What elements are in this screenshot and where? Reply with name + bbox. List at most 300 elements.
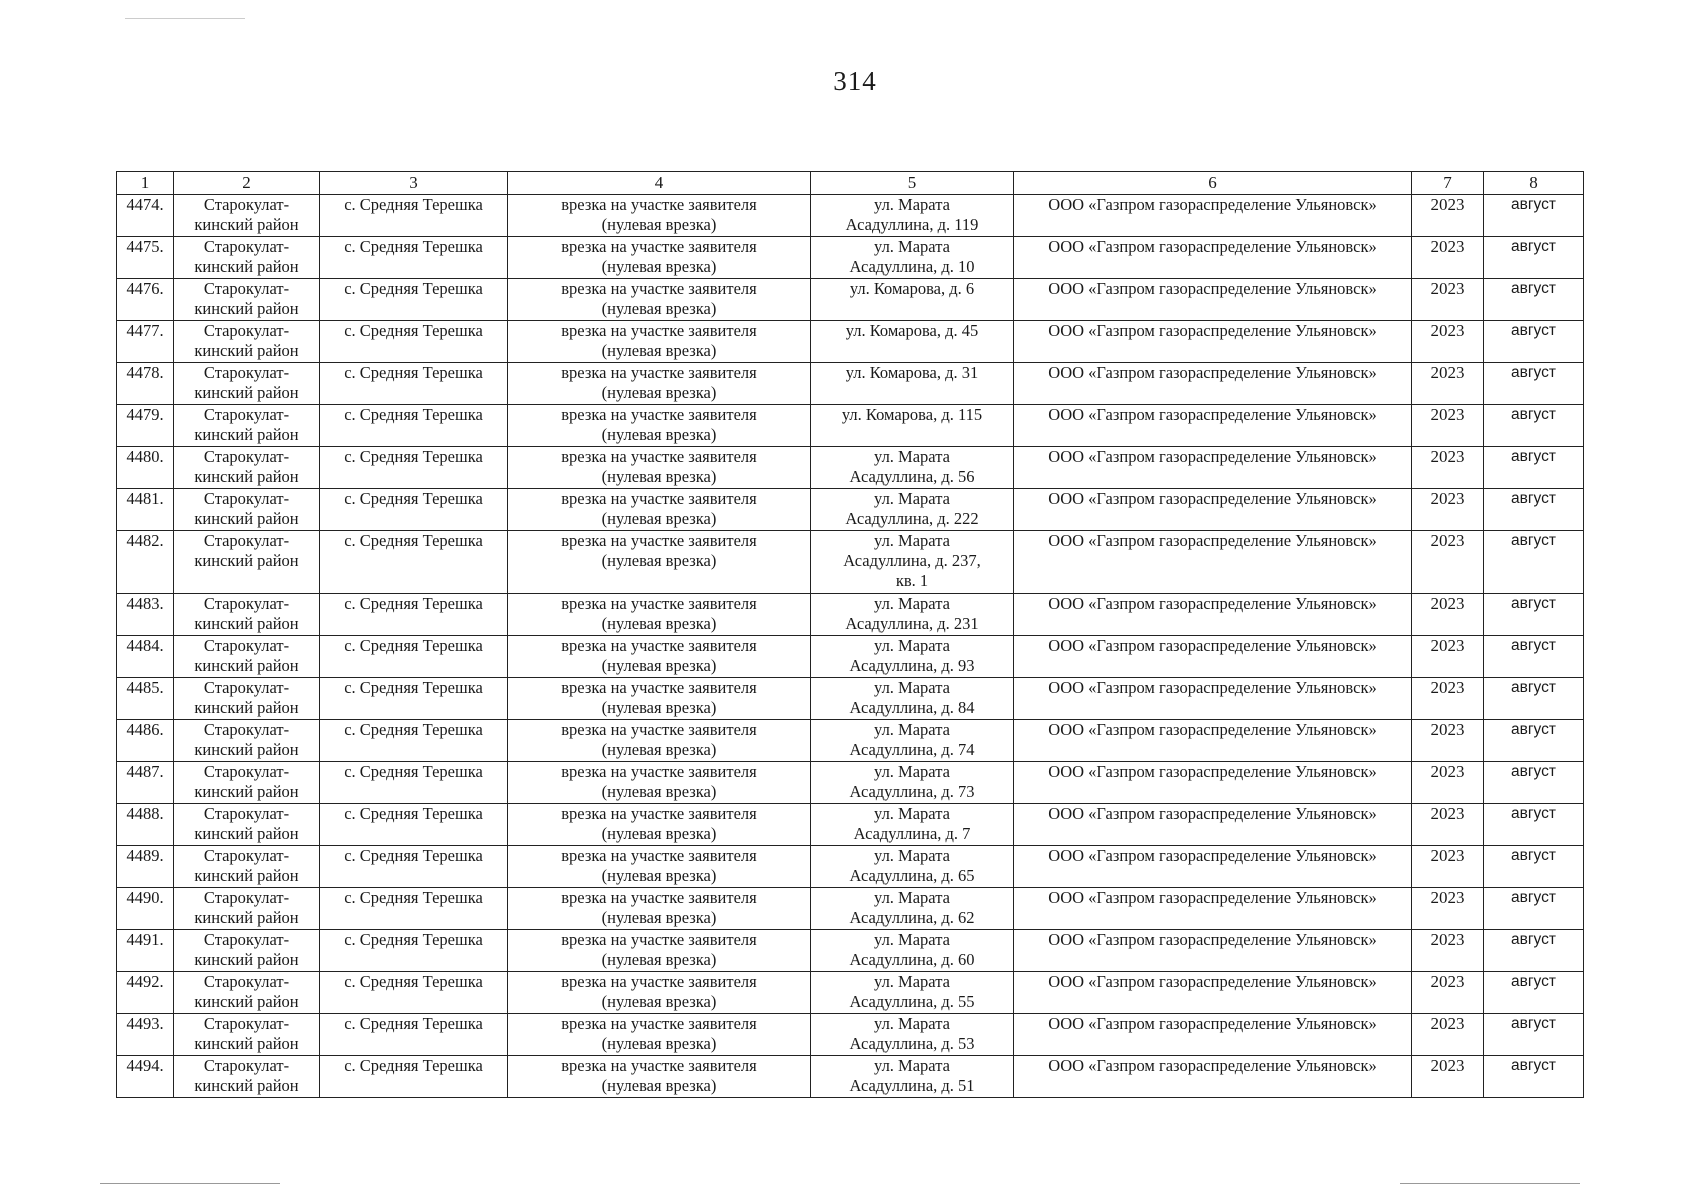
address-cell-line: Асадуллина, д. 74 xyxy=(849,740,975,759)
address-cell xyxy=(811,1014,1014,1056)
organization-cell xyxy=(1014,636,1412,678)
connection-type-cell-line: врезка на участке заявителя xyxy=(561,279,757,298)
district-cell xyxy=(174,1056,320,1098)
connection-type-cell xyxy=(508,363,811,405)
connection-type-cell-line: врезка на участке заявителя xyxy=(561,846,757,865)
settlement-cell-line: с. Средняя Терешка xyxy=(344,1056,483,1075)
organization-cell xyxy=(1014,594,1412,636)
year-cell xyxy=(1412,594,1484,636)
table-row xyxy=(117,237,1584,279)
organization-cell-line: ООО «Газпром газораспределение Ульяновск» xyxy=(1048,447,1377,466)
month-cell-line: август xyxy=(1511,364,1556,381)
year-cell xyxy=(1412,447,1484,489)
table-row xyxy=(117,762,1584,804)
settlement-cell xyxy=(320,489,508,531)
organization-cell xyxy=(1014,237,1412,279)
organization-cell-line: ООО «Газпром газораспределение Ульяновск» xyxy=(1048,405,1377,424)
connection-type-cell-line: врезка на участке заявителя xyxy=(561,804,757,823)
month-cell xyxy=(1484,762,1584,804)
settlement-cell-line: с. Средняя Терешка xyxy=(344,531,483,550)
district-cell xyxy=(174,678,320,720)
connection-type-cell xyxy=(508,279,811,321)
connection-type-cell xyxy=(508,1014,811,1056)
month-cell-line: август xyxy=(1511,805,1556,822)
column-header: 8 xyxy=(1484,172,1584,195)
connection-type-cell xyxy=(508,447,811,489)
address-cell-line: Асадуллина, д. 73 xyxy=(849,782,975,801)
address-cell xyxy=(811,195,1014,237)
address-cell-line: ул. Марата xyxy=(874,846,950,865)
row-number-line: 4492. xyxy=(126,972,164,991)
address-cell-line: Асадуллина, д. 51 xyxy=(849,1076,975,1095)
address-cell xyxy=(811,489,1014,531)
organization-cell xyxy=(1014,972,1412,1014)
settlement-cell-line: с. Средняя Терешка xyxy=(344,762,483,781)
organization-cell-line: ООО «Газпром газораспределение Ульяновск» xyxy=(1048,363,1377,382)
connection-type-cell-line: (нулевая врезка) xyxy=(601,656,717,675)
address-cell-line: кв. 1 xyxy=(895,571,929,590)
row-number xyxy=(117,972,174,1014)
connection-type-cell-line: (нулевая врезка) xyxy=(601,215,717,234)
district-cell-line: Старокулат- xyxy=(203,237,290,256)
address-cell xyxy=(811,363,1014,405)
connection-type-cell-line: (нулевая врезка) xyxy=(601,425,717,444)
district-cell-line: кинский район xyxy=(194,866,299,885)
settlement-cell xyxy=(320,279,508,321)
address-cell-line: ул. Марата xyxy=(874,1056,950,1075)
connection-type-cell xyxy=(508,405,811,447)
settlement-cell-line: с. Средняя Терешка xyxy=(344,678,483,697)
table-body xyxy=(117,195,1584,1098)
organization-cell xyxy=(1014,447,1412,489)
district-cell xyxy=(174,846,320,888)
table-row xyxy=(117,636,1584,678)
year-cell-line: 2023 xyxy=(1430,279,1465,298)
address-cell-line: Асадуллина, д. 62 xyxy=(849,908,975,927)
district-cell-line: Старокулат- xyxy=(203,321,290,340)
row-number xyxy=(117,237,174,279)
settlement-cell xyxy=(320,531,508,594)
organization-cell-line: ООО «Газпром газораспределение Ульяновск» xyxy=(1048,1014,1377,1033)
address-cell-line: ул. Марата xyxy=(874,678,950,697)
connection-type-cell-line: (нулевая врезка) xyxy=(601,1034,717,1053)
district-cell-line: Старокулат- xyxy=(203,762,290,781)
district-cell-line: Старокулат- xyxy=(203,720,290,739)
district-cell-line: Старокулат- xyxy=(203,405,290,424)
connection-type-cell xyxy=(508,594,811,636)
address-cell-line: Асадуллина, д. 84 xyxy=(849,698,975,717)
organization-cell xyxy=(1014,363,1412,405)
address-cell-line: ул. Марата xyxy=(874,762,950,781)
connection-type-cell xyxy=(508,237,811,279)
row-number xyxy=(117,279,174,321)
address-cell-line: ул. Марата xyxy=(874,804,950,823)
year-cell xyxy=(1412,678,1484,720)
year-cell-line: 2023 xyxy=(1430,321,1465,340)
district-cell xyxy=(174,594,320,636)
connection-type-cell-line: (нулевая врезка) xyxy=(601,824,717,843)
row-number xyxy=(117,762,174,804)
row-number-line: 4481. xyxy=(126,489,164,508)
settlement-cell-line: с. Средняя Терешка xyxy=(344,972,483,991)
row-number-line: 4490. xyxy=(126,888,164,907)
organization-cell-line: ООО «Газпром газораспределение Ульяновск» xyxy=(1048,489,1377,508)
year-cell-line: 2023 xyxy=(1430,1014,1465,1033)
connection-type-cell-line: врезка на участке заявителя xyxy=(561,195,757,214)
row-number-line: 4491. xyxy=(126,930,164,949)
organization-cell-line: ООО «Газпром газораспределение Ульяновск» xyxy=(1048,972,1377,991)
row-number-line: 4493. xyxy=(126,1014,164,1033)
scan-artifact xyxy=(125,18,245,19)
month-cell xyxy=(1484,636,1584,678)
district-cell xyxy=(174,489,320,531)
address-cell xyxy=(811,321,1014,363)
address-cell-line: ул. Марата xyxy=(874,930,950,949)
connection-type-cell-line: врезка на участке заявителя xyxy=(561,720,757,739)
year-cell xyxy=(1412,237,1484,279)
month-cell-line: август xyxy=(1511,595,1556,612)
month-cell-line: август xyxy=(1511,322,1556,339)
settlement-cell-line: с. Средняя Терешка xyxy=(344,888,483,907)
connection-type-cell-line: (нулевая врезка) xyxy=(601,257,717,276)
column-number-row xyxy=(117,172,1584,195)
settlement-cell xyxy=(320,636,508,678)
connection-type-cell-line: (нулевая врезка) xyxy=(601,908,717,927)
row-number xyxy=(117,594,174,636)
district-cell xyxy=(174,1014,320,1056)
address-cell-line: ул. Комарова, д. 45 xyxy=(845,321,979,340)
row-number xyxy=(117,930,174,972)
settlement-cell xyxy=(320,363,508,405)
settlement-cell xyxy=(320,930,508,972)
month-cell xyxy=(1484,804,1584,846)
connection-type-cell-line: врезка на участке заявителя xyxy=(561,678,757,697)
month-cell-line: август xyxy=(1511,679,1556,696)
organization-cell xyxy=(1014,762,1412,804)
month-cell-line: август xyxy=(1511,637,1556,654)
district-cell-line: Старокулат- xyxy=(203,636,290,655)
row-number-line: 4475. xyxy=(126,237,164,256)
year-cell xyxy=(1412,930,1484,972)
settlement-cell-line: с. Средняя Терешка xyxy=(344,405,483,424)
district-cell-line: Старокулат- xyxy=(203,678,290,697)
year-cell xyxy=(1412,762,1484,804)
organization-cell xyxy=(1014,678,1412,720)
connection-type-cell xyxy=(508,531,811,594)
month-cell-line: август xyxy=(1511,763,1556,780)
month-cell-line: август xyxy=(1511,532,1556,549)
organization-cell-line: ООО «Газпром газораспределение Ульяновск» xyxy=(1048,279,1377,298)
row-number xyxy=(117,363,174,405)
settlement-cell-line: с. Средняя Терешка xyxy=(344,237,483,256)
address-cell-line: ул. Марата xyxy=(874,489,950,508)
table-row xyxy=(117,321,1584,363)
year-cell-line: 2023 xyxy=(1430,237,1465,256)
organization-cell-line: ООО «Газпром газораспределение Ульяновск» xyxy=(1048,531,1377,550)
row-number-line: 4485. xyxy=(126,678,164,697)
row-number-line: 4474. xyxy=(126,195,164,214)
connection-type-cell-line: (нулевая врезка) xyxy=(601,740,717,759)
connection-type-cell xyxy=(508,720,811,762)
connection-type-cell-line: (нулевая врезка) xyxy=(601,698,717,717)
year-cell xyxy=(1412,1014,1484,1056)
year-cell xyxy=(1412,195,1484,237)
table-row xyxy=(117,363,1584,405)
district-cell xyxy=(174,363,320,405)
row-number-line: 4479. xyxy=(126,405,164,424)
connection-type-cell xyxy=(508,804,811,846)
table-row xyxy=(117,195,1584,237)
district-cell-line: кинский район xyxy=(194,824,299,843)
settlement-cell xyxy=(320,321,508,363)
connection-type-cell xyxy=(508,636,811,678)
organization-cell xyxy=(1014,1056,1412,1098)
connection-type-cell-line: (нулевая врезка) xyxy=(601,950,717,969)
connection-type-cell-line: (нулевая врезка) xyxy=(601,299,717,318)
district-cell-line: кинский район xyxy=(194,215,299,234)
address-cell-line: ул. Марата xyxy=(874,720,950,739)
connection-type-cell-line: врезка на участке заявителя xyxy=(561,930,757,949)
year-cell xyxy=(1412,1056,1484,1098)
year-cell xyxy=(1412,846,1484,888)
connection-type-cell-line: врезка на участке заявителя xyxy=(561,594,757,613)
address-cell-line: Асадуллина, д. 231 xyxy=(845,614,979,633)
district-cell-line: кинский район xyxy=(194,614,299,633)
district-cell-line: кинский район xyxy=(194,908,299,927)
row-number xyxy=(117,804,174,846)
address-cell-line: Асадуллина, д. 93 xyxy=(849,656,975,675)
settlement-cell xyxy=(320,1056,508,1098)
connection-type-cell-line: (нулевая врезка) xyxy=(601,509,717,528)
month-cell xyxy=(1484,594,1584,636)
year-cell-line: 2023 xyxy=(1430,405,1465,424)
connection-type-cell-line: (нулевая врезка) xyxy=(601,383,717,402)
district-cell xyxy=(174,762,320,804)
organization-cell-line: ООО «Газпром газораспределение Ульяновск» xyxy=(1048,636,1377,655)
connection-type-cell-line: (нулевая врезка) xyxy=(601,866,717,885)
settlement-cell-line: с. Средняя Терешка xyxy=(344,447,483,466)
organization-cell xyxy=(1014,531,1412,594)
district-cell-line: кинский район xyxy=(194,341,299,360)
address-cell xyxy=(811,237,1014,279)
settlement-cell xyxy=(320,972,508,1014)
district-cell-line: кинский район xyxy=(194,299,299,318)
column-header: 5 xyxy=(811,172,1014,195)
district-cell-line: Старокулат- xyxy=(203,489,290,508)
connection-type-cell-line: врезка на участке заявителя xyxy=(561,888,757,907)
month-cell-line: август xyxy=(1511,889,1556,906)
settlement-cell-line: с. Средняя Терешка xyxy=(344,930,483,949)
month-cell xyxy=(1484,237,1584,279)
column-header: 7 xyxy=(1412,172,1484,195)
row-number xyxy=(117,846,174,888)
organization-cell xyxy=(1014,720,1412,762)
settlement-cell xyxy=(320,720,508,762)
connection-type-cell-line: врезка на участке заявителя xyxy=(561,1014,757,1033)
table-row xyxy=(117,1056,1584,1098)
year-cell xyxy=(1412,489,1484,531)
table-row xyxy=(117,930,1584,972)
district-cell-line: Старокулат- xyxy=(203,1014,290,1033)
district-cell-line: Старокулат- xyxy=(203,594,290,613)
row-number-line: 4477. xyxy=(126,321,164,340)
organization-cell xyxy=(1014,489,1412,531)
organization-cell-line: ООО «Газпром газораспределение Ульяновск» xyxy=(1048,846,1377,865)
connection-type-cell-line: (нулевая врезка) xyxy=(601,1076,717,1095)
page-number: 314 xyxy=(833,66,877,96)
district-cell-line: Старокулат- xyxy=(203,363,290,382)
row-number-line: 4486. xyxy=(126,720,164,739)
row-number xyxy=(117,321,174,363)
column-header: 3 xyxy=(320,172,508,195)
table-row xyxy=(117,720,1584,762)
row-number xyxy=(117,720,174,762)
year-cell-line: 2023 xyxy=(1430,720,1465,739)
month-cell xyxy=(1484,1014,1584,1056)
organization-cell xyxy=(1014,930,1412,972)
row-number xyxy=(117,531,174,594)
organization-cell-line: ООО «Газпром газораспределение Ульяновск» xyxy=(1048,321,1377,340)
address-cell-line: Асадуллина, д. 222 xyxy=(845,509,979,528)
district-cell-line: кинский район xyxy=(194,656,299,675)
organization-cell-line: ООО «Газпром газораспределение Ульяновск» xyxy=(1048,762,1377,781)
table-row xyxy=(117,405,1584,447)
connection-type-cell-line: (нулевая врезка) xyxy=(601,782,717,801)
row-number-line: 4476. xyxy=(126,279,164,298)
address-cell xyxy=(811,447,1014,489)
connection-type-cell-line: врезка на участке заявителя xyxy=(561,447,757,466)
table-row xyxy=(117,447,1584,489)
month-cell xyxy=(1484,489,1584,531)
address-cell-line: Асадуллина, д. 10 xyxy=(849,257,975,276)
month-cell-line: август xyxy=(1511,973,1556,990)
month-cell xyxy=(1484,972,1584,1014)
connection-type-cell-line: врезка на участке заявителя xyxy=(561,237,757,256)
month-cell xyxy=(1484,531,1584,594)
connection-type-cell xyxy=(508,489,811,531)
district-cell xyxy=(174,636,320,678)
year-cell xyxy=(1412,279,1484,321)
row-number-line: 4482. xyxy=(126,531,164,550)
year-cell-line: 2023 xyxy=(1430,1056,1465,1075)
district-cell-line: кинский район xyxy=(194,782,299,801)
connection-type-cell-line: врезка на участке заявителя xyxy=(561,489,757,508)
address-cell xyxy=(811,720,1014,762)
connection-type-cell xyxy=(508,1056,811,1098)
settlement-cell-line: с. Средняя Терешка xyxy=(344,636,483,655)
scan-artifact xyxy=(100,1183,280,1184)
settlement-cell xyxy=(320,405,508,447)
address-cell xyxy=(811,405,1014,447)
row-number-line: 4487. xyxy=(126,762,164,781)
district-cell-line: кинский район xyxy=(194,950,299,969)
settlement-cell xyxy=(320,804,508,846)
district-cell xyxy=(174,972,320,1014)
month-cell-line: август xyxy=(1511,931,1556,948)
organization-cell-line: ООО «Газпром газораспределение Ульяновск» xyxy=(1048,237,1377,256)
year-cell xyxy=(1412,405,1484,447)
month-cell-line: август xyxy=(1511,448,1556,465)
table-row xyxy=(117,888,1584,930)
year-cell-line: 2023 xyxy=(1430,489,1465,508)
organization-cell-line: ООО «Газпром газораспределение Ульяновск» xyxy=(1048,678,1377,697)
address-cell xyxy=(811,762,1014,804)
month-cell-line: август xyxy=(1511,1057,1556,1074)
settlement-cell xyxy=(320,594,508,636)
column-header: 4 xyxy=(508,172,811,195)
settlement-cell-line: с. Средняя Терешка xyxy=(344,804,483,823)
settlement-cell-line: с. Средняя Терешка xyxy=(344,594,483,613)
organization-cell-line: ООО «Газпром газораспределение Ульяновск» xyxy=(1048,594,1377,613)
connection-type-cell-line: (нулевая врезка) xyxy=(601,614,717,633)
connection-type-cell-line: врезка на участке заявителя xyxy=(561,762,757,781)
address-cell-line: ул. Комарова, д. 31 xyxy=(845,363,979,382)
settlement-cell xyxy=(320,1014,508,1056)
table-row xyxy=(117,972,1584,1014)
address-cell-line: ул. Марата xyxy=(874,594,950,613)
row-number xyxy=(117,447,174,489)
settlement-cell xyxy=(320,846,508,888)
district-cell-line: Старокулат- xyxy=(203,1056,290,1075)
address-cell-line: Асадуллина, д. 65 xyxy=(849,866,975,885)
table-row xyxy=(117,1014,1584,1056)
connection-type-cell-line: (нулевая врезка) xyxy=(601,341,717,360)
row-number-line: 4494. xyxy=(126,1056,164,1075)
year-cell-line: 2023 xyxy=(1430,846,1465,865)
connection-type-cell-line: врезка на участке заявителя xyxy=(561,363,757,382)
connection-type-cell-line: врезка на участке заявителя xyxy=(561,321,757,340)
address-cell-line: Асадуллина, д. 55 xyxy=(849,992,975,1011)
month-cell-line: август xyxy=(1511,406,1556,423)
address-cell xyxy=(811,636,1014,678)
settlement-cell xyxy=(320,762,508,804)
row-number-line: 4489. xyxy=(126,846,164,865)
address-cell xyxy=(811,678,1014,720)
year-cell-line: 2023 xyxy=(1430,531,1465,550)
month-cell xyxy=(1484,447,1584,489)
settlement-cell-line: с. Средняя Терешка xyxy=(344,1014,483,1033)
table-row xyxy=(117,594,1584,636)
connection-type-cell-line: (нулевая врезка) xyxy=(601,467,717,486)
district-cell-line: кинский район xyxy=(194,383,299,402)
connection-type-cell-line: (нулевая врезка) xyxy=(601,551,717,570)
month-cell xyxy=(1484,846,1584,888)
year-cell xyxy=(1412,804,1484,846)
year-cell xyxy=(1412,531,1484,594)
settlement-cell xyxy=(320,195,508,237)
year-cell-line: 2023 xyxy=(1430,888,1465,907)
row-number xyxy=(117,888,174,930)
organization-cell xyxy=(1014,804,1412,846)
organization-cell xyxy=(1014,846,1412,888)
address-cell-line: Асадуллина, д. 7 xyxy=(853,824,971,843)
address-cell-line: Асадуллина, д. 53 xyxy=(849,1034,975,1053)
year-cell-line: 2023 xyxy=(1430,804,1465,823)
month-cell xyxy=(1484,279,1584,321)
address-cell xyxy=(811,594,1014,636)
address-cell-line: ул. Марата xyxy=(874,195,950,214)
month-cell xyxy=(1484,195,1584,237)
settlement-cell-line: с. Средняя Терешка xyxy=(344,489,483,508)
address-cell-line: ул. Марата xyxy=(874,237,950,256)
district-cell-line: кинский район xyxy=(194,992,299,1011)
settlement-cell-line: с. Средняя Терешка xyxy=(344,363,483,382)
month-cell xyxy=(1484,321,1584,363)
address-cell xyxy=(811,846,1014,888)
connection-type-cell-line: врезка на участке заявителя xyxy=(561,972,757,991)
district-cell xyxy=(174,888,320,930)
month-cell xyxy=(1484,720,1584,762)
